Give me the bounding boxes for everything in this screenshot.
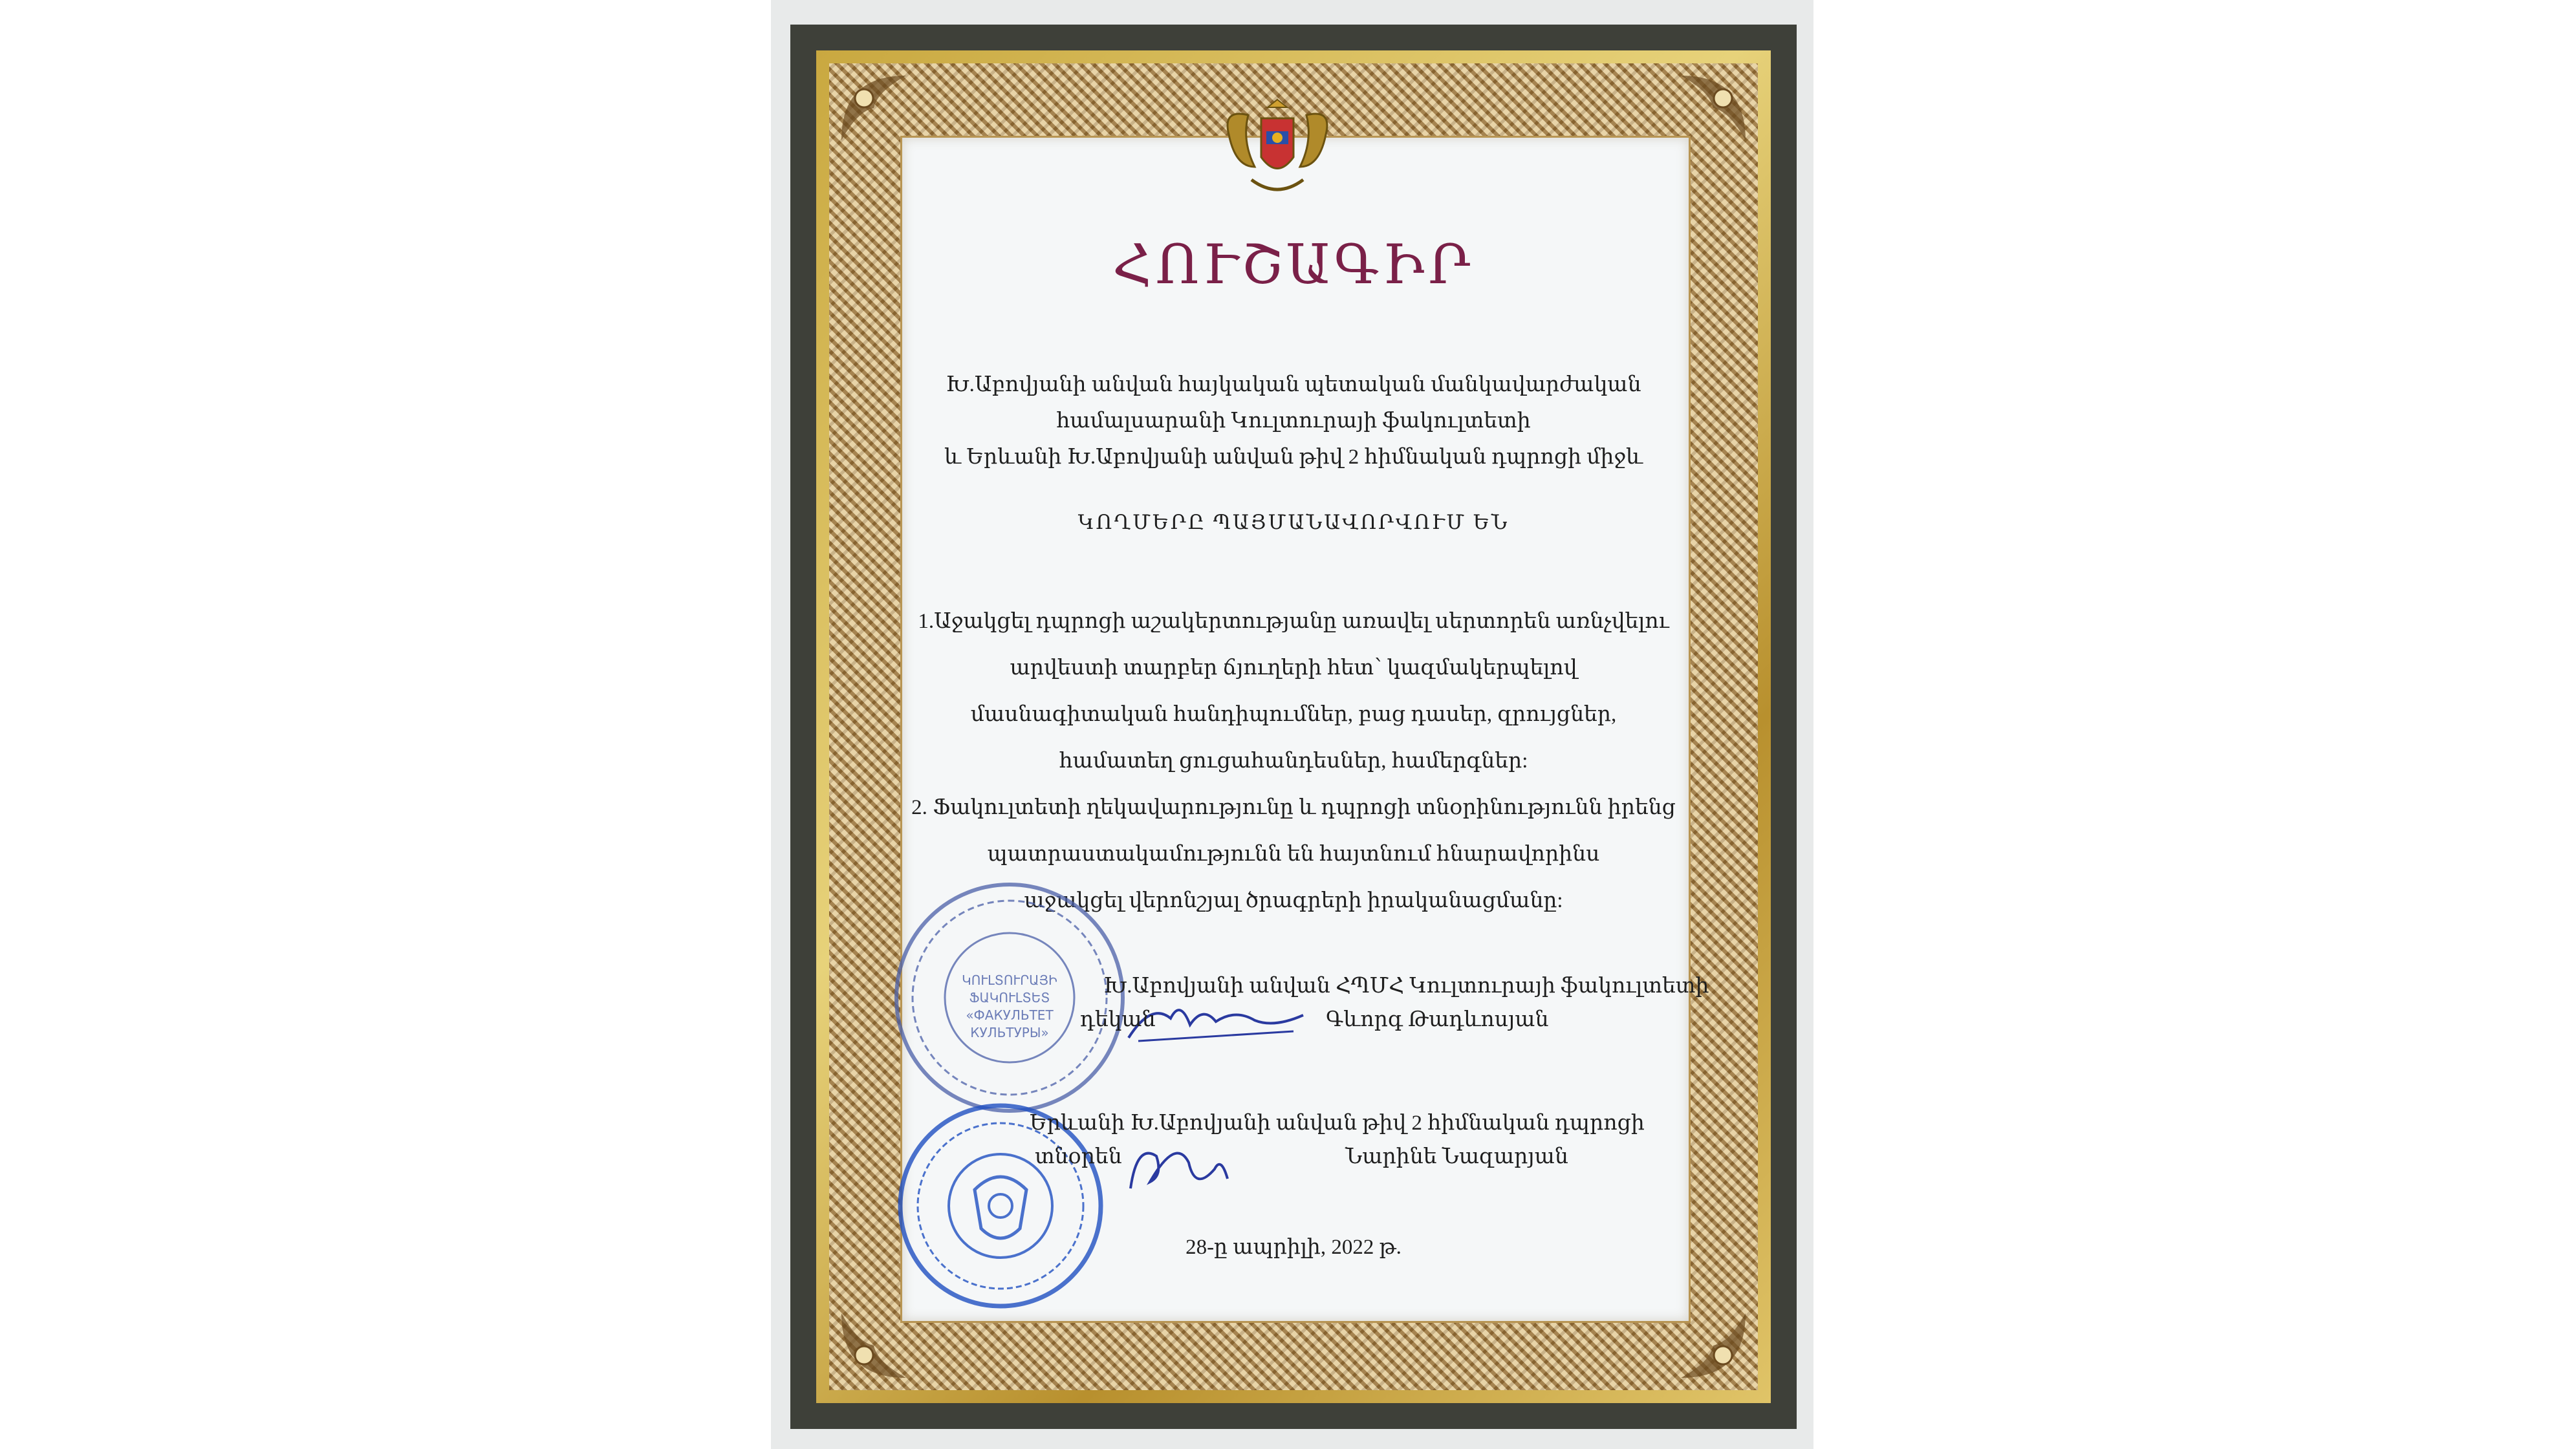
faculty-stamp — [890, 878, 1129, 1117]
parties-line: համալսարանի Կուլտուրայի ֆակուլտետի — [1056, 409, 1531, 433]
corner-ornament-top-left — [838, 72, 909, 144]
signatory-1-organization: Խ.Աբովյանի անվան ՀՊՄՀ Կուլտուրայի ֆակուլտետի — [1103, 974, 1709, 998]
signatory-2-organization: Երևանի Խ.Աբովյանի անվան թիվ 2 հիմնական դպրոցի — [1030, 1111, 1645, 1135]
clause-line: պատրաստակամությունն են հայտնում հնարավորինս — [987, 843, 1600, 866]
svg-text:ՖԱԿՈՒԼՏԵՏ: ՖԱԿՈՒԼՏԵՏ — [969, 990, 1050, 1005]
signatory-1-name: Գևորգ Թադևոսյան — [1326, 1008, 1549, 1031]
coat-of-arms-icon — [1216, 96, 1339, 206]
signature-director — [1124, 1130, 1234, 1201]
title-text: ՀՈՒՇԱԳԻՐ — [1112, 233, 1475, 296]
signatory-1-role: դեկան — [1080, 1008, 1156, 1031]
parties-line: Խ.Աբովյանի անվան հայկական պետական մանկավարժական — [946, 373, 1641, 396]
agreement-heading: ԿՈՂՄԵՐԸ ՊԱՅՄԱՆԱՎՈՐՎՈՒՄ ԵՆ — [1077, 511, 1510, 533]
svg-text:«ФАКУЛЬТЕТ: «ФАКУЛЬТЕТ — [966, 1007, 1054, 1023]
clause-line: 1.Աջակցել դպրոցի աշակերտությանը առավել սերտորեն առնչվելու — [918, 610, 1669, 633]
parties-line: և Երևանի Խ.Աբովյանի անվան թիվ 2 հիմնական դպրոցի միջև — [944, 445, 1643, 469]
clause-line: աջակցել վերոնշյալ ծրագրերի իրականացմանը: — [1024, 889, 1563, 912]
clause-line: մասնագիտական հանդիպումներ, բաց դասեր, զրույցներ, — [970, 703, 1617, 726]
corner-ornament-bottom-left — [838, 1310, 909, 1381]
corner-ornament-top-right — [1678, 72, 1749, 144]
signatory-2-name: Նարինե Նազարյան — [1345, 1145, 1568, 1168]
document-date: 28-ը ապրիլի, 2022 թ. — [1185, 1236, 1402, 1259]
svg-text:ԿՈՒԼՏՈՒՐԱՅԻ: ԿՈՒԼՏՈՒՐԱՅԻ — [962, 972, 1057, 988]
clause-line: 2. Ֆակուլտետի ղեկավարությունը և դպրոցի տնօրինությունն իրենց — [911, 796, 1676, 819]
svg-text:КУЛЬТУРЫ»: КУЛЬТУРЫ» — [970, 1025, 1049, 1040]
clause-line: համատեղ ցուցահանդեսներ, համերգներ: — [1059, 749, 1528, 773]
clause-line: արվեստի տարբեր ճյուղերի հետ՝ կազմակերպելով — [1010, 656, 1577, 680]
signatory-2-role: տնօրեն — [1035, 1145, 1122, 1168]
document-title — [900, 233, 1687, 296]
